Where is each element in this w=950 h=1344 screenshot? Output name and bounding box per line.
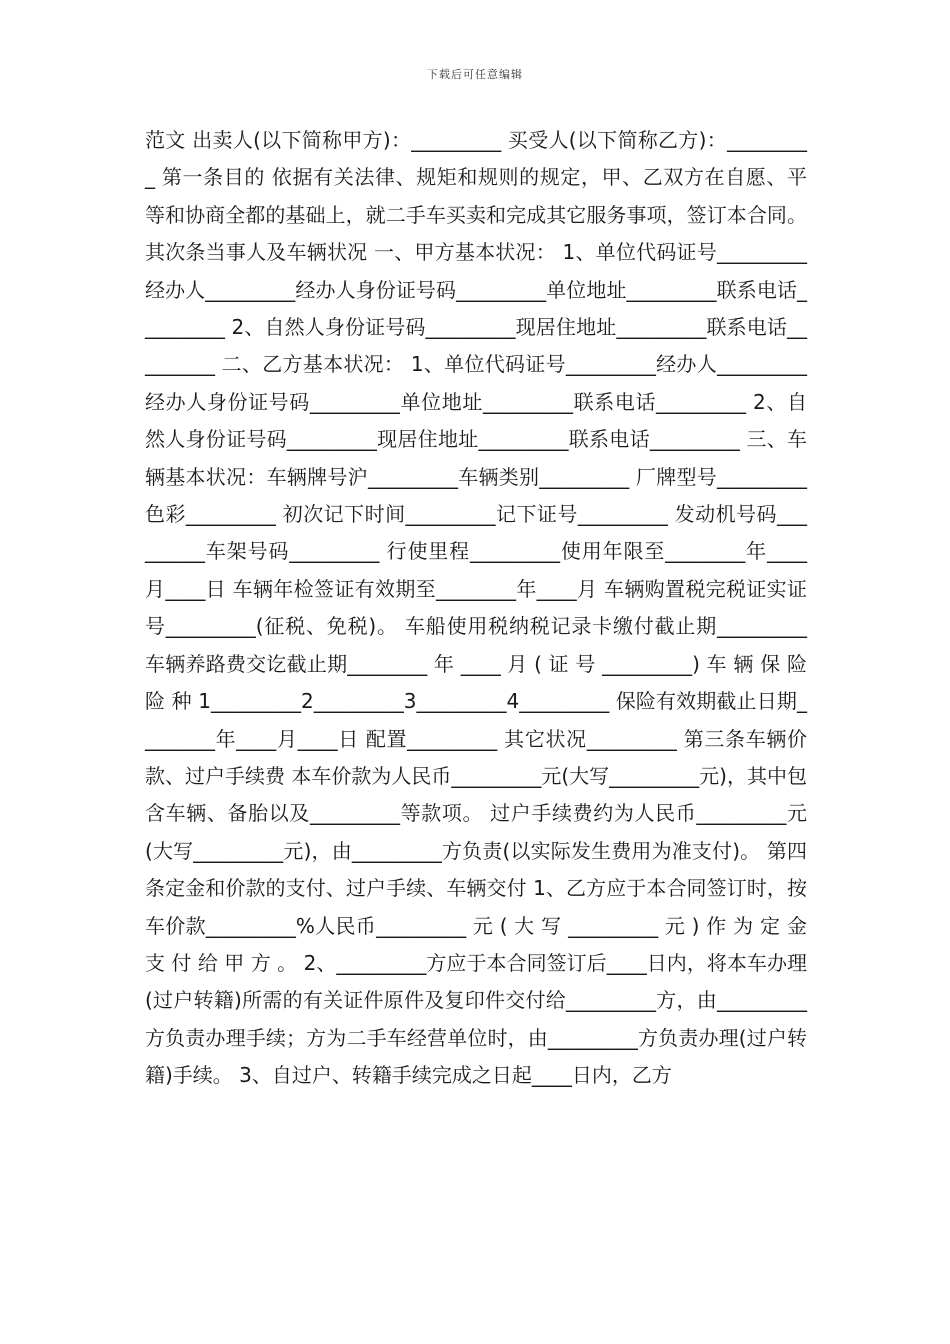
contract-body-text: 范文 出卖人(以下简称甲方)：_________ 买受人(以下简称乙方)：_________ 第一条目的 依据有关法律、规矩和规则的规定，甲、乙双方在自愿、平等和协商全都的基础上，就二手车买卖和完成其它服务事项，签订本合同。 其次条当事人及车辆状况 一、甲方基本状况： 1、单位代码证号_________经办人_________经办人身份证号码_________单位地址_________联系电话_________ 2、自然人身份证号码_________现居住地址_________联系电话_________ 二、乙方基本状况： 1、单位代码证号_________经办人_________经办人身份证号码_________单位地址_________联系电话_________ 2、自然人身份证号码_________现居住地址_________联系电话_________ 三、车辆基本状况：车辆牌号沪_________车辆类别_________ 厂牌型号_________色彩_________ 初次记下时间_________记下证号_________ 发动机号码_________车架号码_________ 行使里程_________使用年限至________年____月____日 车辆年检签证有效期至________年____月 车辆购置税完税证实证号_________(征税、免税)。 车船使用税纳税记录卡缴付截止期_________ 车辆养路费交讫截止期________ 年 ____ 月 ( 证 号 _________) 车 辆 保 险 险 种 1_________2_________3_________4_________ 保险有效期截止日期________年____月____日 配置_________ 其它状况_________ 第三条车辆价款、过户手续费 本车价款为人民币_________元(大写_________元)，其中包含车辆、备胎以及_________等款项。 过户手续费约为人民币_________元(大写_________元)，由_________方负责(以实际发生费用为准支付)。 第四条定金和价款的支付、过户手续、车辆交付 1、乙方应于本合同签订时，按车价款_________%人民币_________ 元 ( 大 写 _________ 元 ) 作 为 定 金 支 付 给 甲 方 。 2、_________方应于本合同签订后____日内，将本车办理(过户转籍)所需的有关证件原件及复印件交付给_________方，由_________方负责办理手续；方为二手车经营单位时，由_________方负责办理(过户转籍)手续。 3、自过户、转籍手续完成之日起____日内，乙方 [145, 128, 807, 1088]
page-header-note: 下载后可任意编辑 [427, 68, 523, 81]
